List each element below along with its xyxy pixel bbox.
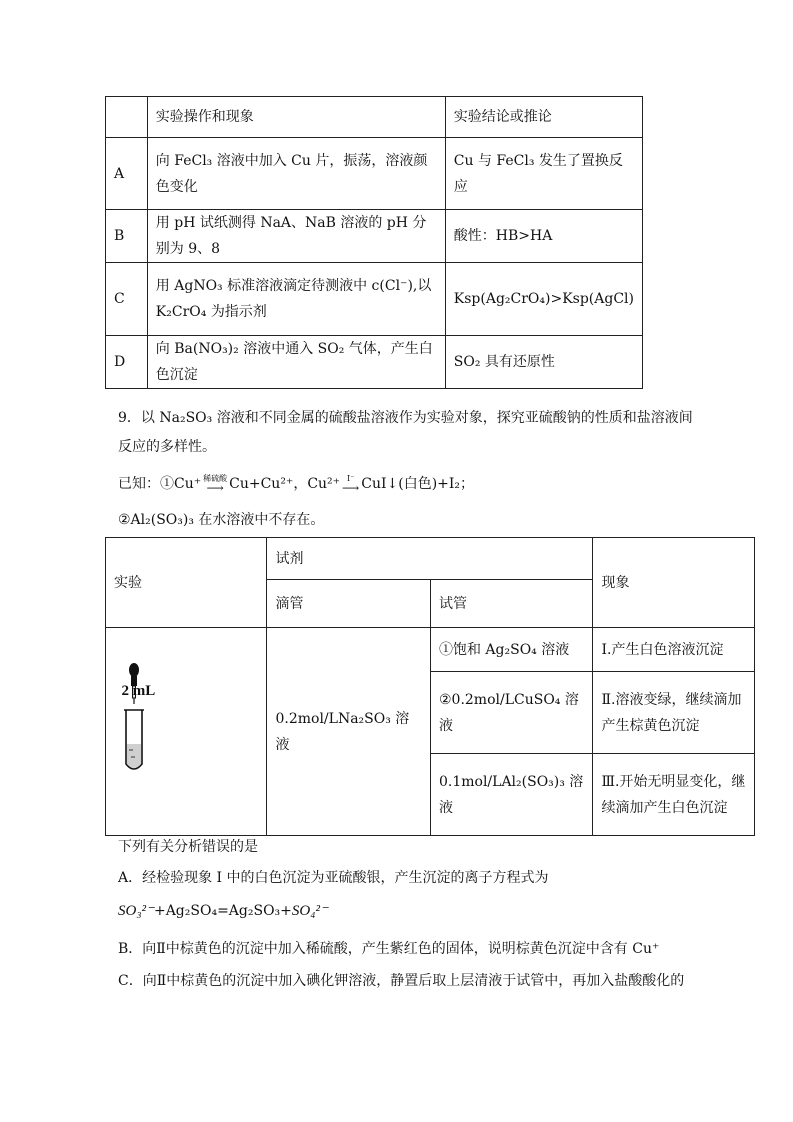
row-operation: 用 pH 试纸测得 NaA、NaB 溶液的 pH 分别为 9、8	[147, 210, 445, 263]
header-cell-empty	[106, 97, 148, 138]
dropper-and-test-tube-icon	[106, 628, 266, 826]
known-condition-2: ②Al₂(SO₃)₃ 在水溶液中不存在。	[118, 512, 325, 528]
arrow-icon: ⟶	[206, 481, 224, 495]
reaction-arrow	[342, 474, 359, 493]
header-cell-tube: 试管	[430, 580, 593, 628]
known1-prefix: 已知：①Cu⁺	[118, 476, 202, 492]
arrow-icon: ⟶	[342, 481, 360, 495]
row-operation: 向 FeCl₃ 溶液中加入 Cu 片，振荡，溶液颜色变化	[147, 138, 445, 210]
volume-label: 2 mL	[121, 682, 156, 699]
experiment-table-1	[105, 96, 643, 389]
option-b: B．向Ⅱ中棕黄色的沉淀中加入稀硫酸，产生紫红色的固体，说明棕黄色沉淀中含有 Cu⁺	[118, 941, 660, 957]
header-cell-phenomenon: 现象	[593, 538, 755, 628]
row-conclusion: Ksp(Ag₂CrO₄)>Ksp(AgCl)	[445, 263, 642, 336]
phenomenon-text: Ⅱ.溶液变绿，继续滴加产生棕黄色沉淀	[593, 672, 755, 754]
table-row	[106, 628, 755, 672]
row-conclusion: 酸性：HB>HA	[445, 210, 642, 263]
row-operation: 向 Ba(NO₃)₂ 溶液中通入 SO₂ 气体，产生白色沉淀	[147, 336, 445, 389]
row-label: D	[106, 336, 148, 389]
equation-middle: +Ag₂SO₄=Ag₂SO₃+	[153, 903, 292, 919]
tube-reagent: ②0.2mol/LCuSO₄ 溶液	[430, 672, 593, 754]
apparatus-cell	[106, 628, 267, 836]
row-operation: 用 AgNO₃ 标准溶液滴定待测液中 c(Cl⁻),以 K₂CrO₄ 为指示剂	[147, 263, 445, 336]
option-c: C．向Ⅱ中棕黄色的沉淀中加入碘化钾溶液，静置后取上层清液于试管中，再加入盐酸酸化的	[118, 973, 685, 989]
known-condition-1	[118, 473, 474, 493]
question-9-stem-line1: 9．以 Na₂SO₃ 溶液和不同金属的硫酸盐溶液作为实验对象，探究亚硫酸钠的性质和盐溶液间	[118, 410, 693, 426]
row-label: C	[106, 263, 148, 336]
tube-reagent: 0.1mol/LAl₂(SO₃)₃ 溶液	[430, 754, 593, 836]
table-header-row	[106, 538, 755, 580]
row-conclusion: SO₂ 具有还原性	[445, 336, 642, 389]
header-cell-experiment: 实验	[106, 538, 267, 628]
dropper-reagent: 0.2mol/LNa₂SO₃ 溶液	[267, 628, 431, 836]
reaction-arrow	[203, 474, 227, 493]
header-cell-operation: 实验操作和现象	[147, 97, 445, 138]
phenomenon-text: Ⅲ.开始无明显变化，继续滴加产生白色沉淀	[593, 754, 755, 836]
table-row	[106, 138, 643, 210]
row-label: A	[106, 138, 148, 210]
header-cell-conclusion: 实验结论或推论	[445, 97, 642, 138]
phenomenon-text: I.产生白色溶液沉淀	[593, 628, 755, 672]
header-cell-dropper: 滴管	[267, 580, 431, 628]
header-cell-reagent: 试剂	[267, 538, 593, 580]
option-a: A．经检验现象 I 中的白色沉淀为亚硫酸银，产生沉淀的离子方程式为	[118, 870, 549, 886]
question-9-stem-line2: 反应的多样性。	[118, 439, 216, 455]
tube-reagent: ①饱和 Ag₂SO₄ 溶液	[430, 628, 593, 672]
sulfite-ion: SO₃²⁻	[118, 903, 154, 919]
known1-suffix: CuI↓(白色)+I₂；	[361, 476, 475, 492]
option-a-equation	[118, 901, 328, 920]
table-row	[106, 336, 643, 389]
table-header-row	[106, 97, 643, 138]
table-row	[106, 263, 643, 336]
arrow-label: 稀硫酸	[203, 474, 228, 483]
row-conclusion: Cu 与 FeCl₃ 发生了置换反应	[445, 138, 642, 210]
sulfate-ion: SO₄²⁻	[291, 903, 328, 919]
row-label: B	[106, 210, 148, 263]
experiment-table-2	[105, 537, 755, 836]
question-prompt: 下列有关分析错误的是	[118, 839, 258, 855]
known1-mid: Cu+Cu²⁺，Cu²⁺	[229, 476, 341, 492]
table-row	[106, 210, 643, 263]
arrow-label: I⁻	[346, 474, 355, 483]
